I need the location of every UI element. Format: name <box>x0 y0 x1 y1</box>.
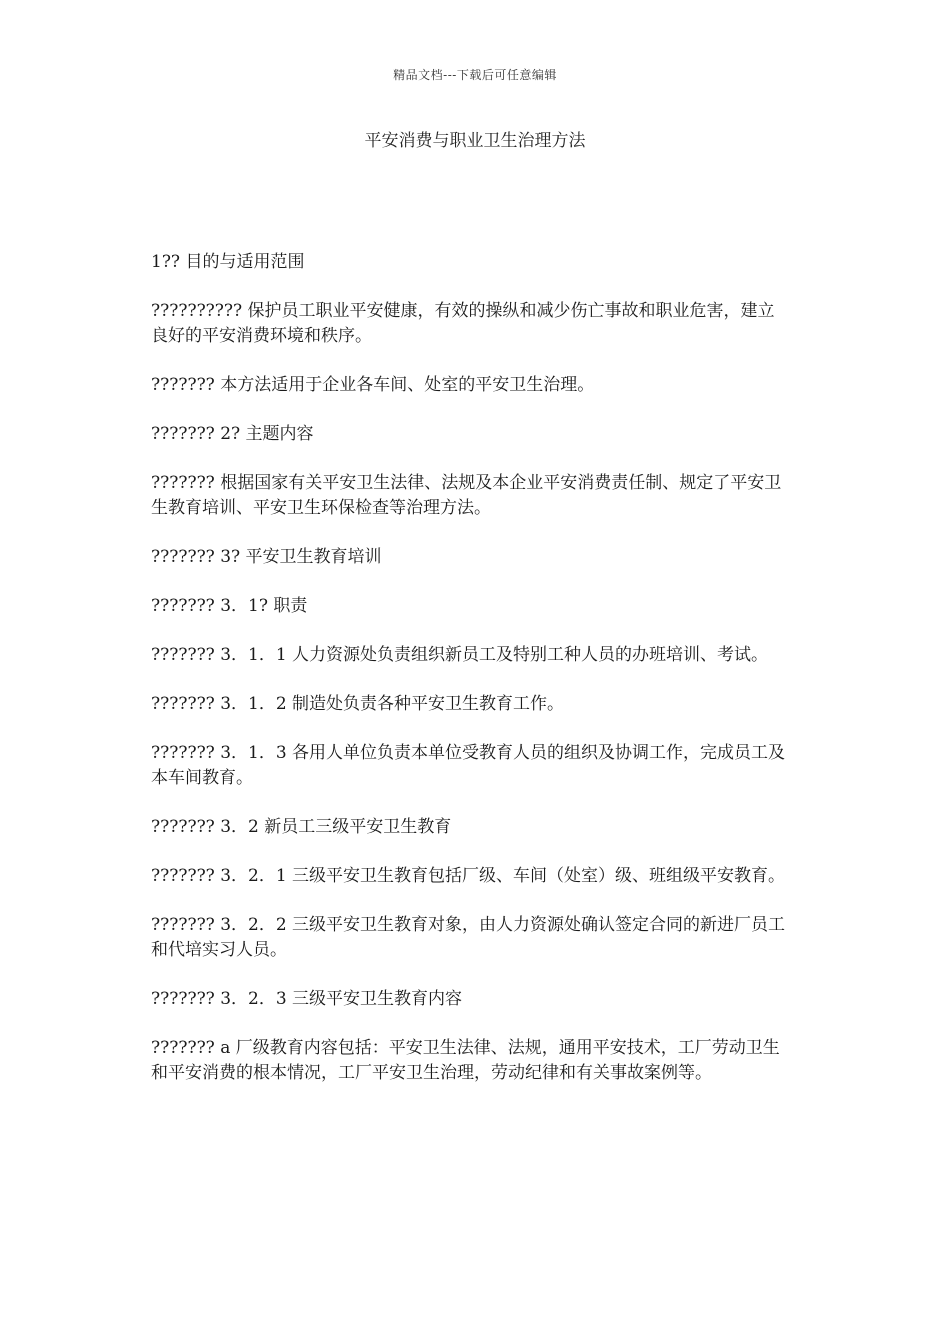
subsection-heading: ??????? 3．2．3 三级平安卫生教育内容 <box>151 989 463 1009</box>
subsection-heading: ??????? 3．1? 职责 <box>151 596 308 616</box>
section-heading: ??????? 3? 平安卫生教育培训 <box>151 547 382 567</box>
section-heading: 1?? 目的与适用范围 <box>151 252 305 272</box>
paragraph: ??????? 3．1．2 制造处负责各种平安卫生教育工作。 <box>151 694 565 714</box>
paragraph: ??????? 3．1．1 人力资源处负责组织新员工及特别工种人员的办班培训、考试。 <box>151 645 769 665</box>
document-body <box>151 250 791 1110</box>
document-title: 平安消费与职业卫生治理方法 <box>364 131 586 151</box>
paragraph: ??????? 3．2．1 三级平安卫生教育包括厂级、车间（处室）级、班组级平安教育。 <box>151 866 786 886</box>
paragraph: ?????????? 保护员工职业平安健康，有效的操纵和减少伤亡事故和职业危害，建立良好的平安消费环境和秩序。 <box>151 301 775 346</box>
paragraph: ??????? 3．2．2 三级平安卫生教育对象，由人力资源处确认签定合同的新进厂员工和代培实习人员。 <box>151 915 786 960</box>
paragraph: ??????? 根据国家有关平安卫生法律、法规及本企业平安消费责任制、规定了平安卫生教育培训、平安卫生环保检查等治理方法。 <box>151 473 782 518</box>
page-header: 精品文档---下载后可任意编辑 <box>393 68 557 82</box>
paragraph: ??????? 3．1．3 各用人单位负责本单位受教育人员的组织及协调工作，完成员工及本车间教育。 <box>151 743 786 788</box>
paragraph: ??????? 本方法适用于企业各车间、处室的平安卫生治理。 <box>151 375 595 395</box>
subsection-heading: ??????? 3．2 新员工三级平安卫生教育 <box>151 817 452 837</box>
paragraph: ??????? a 厂级教育内容包括：平安卫生法律、法规，通用平安技术，工厂劳动卫生和平安消费的根本情况，工厂平安卫生治理，劳动纪律和有关事故案例等。 <box>151 1038 780 1083</box>
section-heading: ??????? 2? 主题内容 <box>151 424 314 444</box>
